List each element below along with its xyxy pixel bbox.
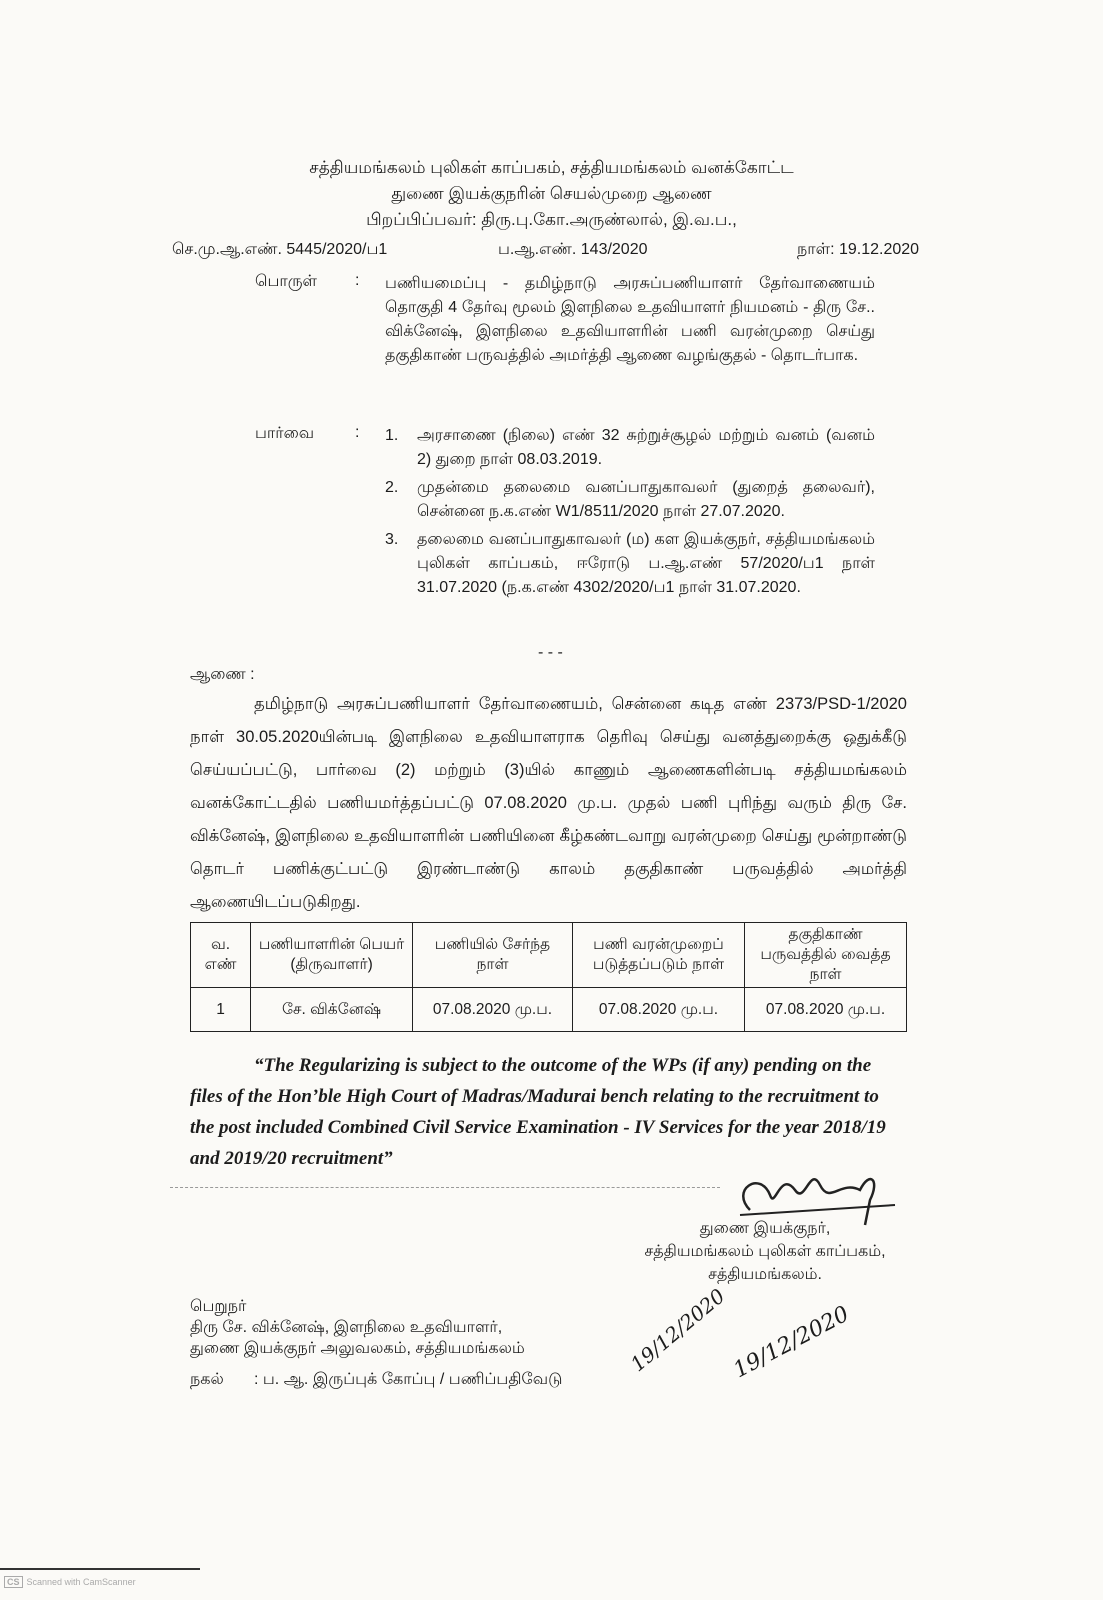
table-row <box>191 988 907 1032</box>
appointment-table <box>190 922 907 1032</box>
item-text: முதன்மை தலைமை வனப்பாதுகாவலர் (துறைத் தலைவர்), சென்னை ந.க.எண் W1/8511/2020 நாள் 27.07.2020. <box>417 479 875 520</box>
recipient-block <box>190 1296 525 1359</box>
signatory-title: துணை இயக்குநர், <box>699 1220 831 1237</box>
proceedings-number: செ.மு.ஆ.எண். 5445/2020/ப1 <box>172 241 388 258</box>
divider <box>170 1187 720 1188</box>
item-text: தலைமை வனப்பாதுகாவலர் (ம) கள இயக்குநர், சத்தியமங்கலம் புலிகள் காப்பகம், ஈரோடு ப.ஆ.எண் 57/2020/ப1 நாள் 31.07.2020 (ந.க.எண் 4302/2020/ப1 நாள் 31.07.2020. <box>417 531 875 596</box>
reference-label: பார்வை <box>255 425 315 442</box>
reference-item <box>385 476 875 524</box>
cell: 1 <box>191 988 251 1032</box>
item-text: அரசாணை (நிலை) எண் 32 சுற்றுச்சூழல் மற்றும் வனம் (வனம் 2) துறை நாள் 08.03.2019. <box>417 427 875 468</box>
cell: 07.08.2020 மு.ப. <box>745 988 907 1032</box>
scan-edge <box>0 1568 200 1570</box>
col-header: வ. எண் <box>191 923 251 988</box>
item-number: 3. <box>385 531 399 548</box>
item-number: 1. <box>385 427 399 444</box>
col-header: பணியாளரின் பெயர் (திருவாளர்) <box>251 923 413 988</box>
separator: - - - <box>538 644 563 661</box>
cell: 07.08.2020 மு.ப. <box>572 988 744 1032</box>
recipient-line: துணை இயக்குநர் அலுவலகம், சத்தியமங்கலம் <box>190 1340 525 1357</box>
header-line-1: சத்தியமங்கலம் புலிகள் காப்பகம், சத்தியமங்கலம் வனக்கோட்ட <box>309 158 794 177</box>
col-header: பணி வரன்முறைப் படுத்தப்படும் நாள் <box>572 923 744 988</box>
col-header: பணியில் சேர்ந்த நாள் <box>413 923 573 988</box>
header-line-3: பிறப்பிப்பவர்: திரு.பு.கோ.அருண்லால், இ.வ.ப., <box>366 210 737 229</box>
subject-text: பணியமைப்பு - தமிழ்நாடு அரசுப்பணியாளர் தேர்வாணையம் தொகுதி 4 தேர்வு மூலம் இளநிலை உதவியாளர் நியமனம் - திரு சே.. விக்னேஷ், இளநிலை உதவியாளரின் பணி வரன்முறை செய்து தகுதிகாண் பருவத்தில் அமர்த்தி ஆணை வழங்குதல் - தொடர்பாக. <box>385 275 875 364</box>
scanner-watermark <box>4 1576 136 1588</box>
handwritten-date: 19/12/2020 <box>625 1283 730 1377</box>
table-header-row <box>191 923 907 988</box>
signatory-block <box>610 1217 920 1286</box>
header-line-2: துணை இயக்குநரின் செயல்முறை ஆணை <box>391 184 712 203</box>
legal-note: “The Regularizing is subject to the outcome of the WPs (if any) pending on the files of the Hon’ble High Court of Madras/Madurai bench relating to the recruitment to the post included Combined Civil Service Examination - IV Services for the year 2018/19 and 2019/20 recruitment” <box>190 1055 886 1169</box>
cell: 07.08.2020 மு.ப. <box>413 988 573 1032</box>
col-header: தகுதிகாண் பருவத்தில் வைத்த நாள் <box>745 923 907 988</box>
handwritten-date: 19/12/2020 <box>729 1301 854 1384</box>
recipient-label: பெறுநர் <box>190 1298 247 1315</box>
order-paragraph: தமிழ்நாடு அரசுப்பணியாளர் தேர்வாணையம், சென்னை கடித எண் 2373/PSD-1/2020 நாள் 30.05.2020யின்படி இளநிலை உதவியாளராக தெரிவு செய்து வனத்துறைக்கு ஒதுக்கீடு செய்யப்பட்டு, பார்வை (2) மற்றும் (3)யில் காணும் ஆணைகளின்படி சத்தியமங்கலம் வனக்கோட்டதில் பணியமர்த்தப்பட்டு 07.08.2020 மு.ப. முதல் பணி புரிந்து வரும் திரு சே. விக்னேஷ், இளநிலை உதவியாளரின் பணியினை கீழ்கண்டவாறு வரன்முறை செய்து மூன்றாண்டு தொடர் பணிக்குட்பட்டு இரண்டாண்டு காலம் தகுதிகாண் பருவத்தில் அமர்த்தி ஆணையிடப்படுகிறது. <box>190 695 907 911</box>
item-number: 2. <box>385 479 399 496</box>
signatory-office: சத்தியமங்கலம் புலிகள் காப்பகம், <box>644 1243 886 1260</box>
recipient-line: திரு சே. விக்னேஷ், இளநிலை உதவியாளர், <box>190 1319 503 1336</box>
colon: : <box>355 272 360 289</box>
signatory-place: சத்தியமங்கலம். <box>708 1266 822 1283</box>
camscanner-logo: CS <box>4 1576 23 1588</box>
subject-block <box>255 272 875 368</box>
watermark-text: Scanned with CamScanner <box>26 1577 136 1587</box>
order-date: நாள்: 19.12.2020 <box>797 241 920 258</box>
order-label: ஆணை : <box>190 666 255 683</box>
reference-block <box>255 424 875 604</box>
reference-list <box>385 424 875 604</box>
cell: சே. விக்னேஷ் <box>251 988 413 1032</box>
colon: : <box>355 424 360 441</box>
pa-number: ப.ஆ.எண். 143/2020 <box>498 241 648 258</box>
copy-label: நகல் <box>190 1371 224 1388</box>
reference-item <box>385 424 875 472</box>
copy-text: : ப. ஆ. இருப்புக் கோப்பு / பணிப்பதிவேடு <box>254 1371 563 1388</box>
copy-line <box>190 1370 562 1390</box>
subject-label: பொருள் <box>255 273 317 290</box>
reference-item <box>385 528 875 600</box>
